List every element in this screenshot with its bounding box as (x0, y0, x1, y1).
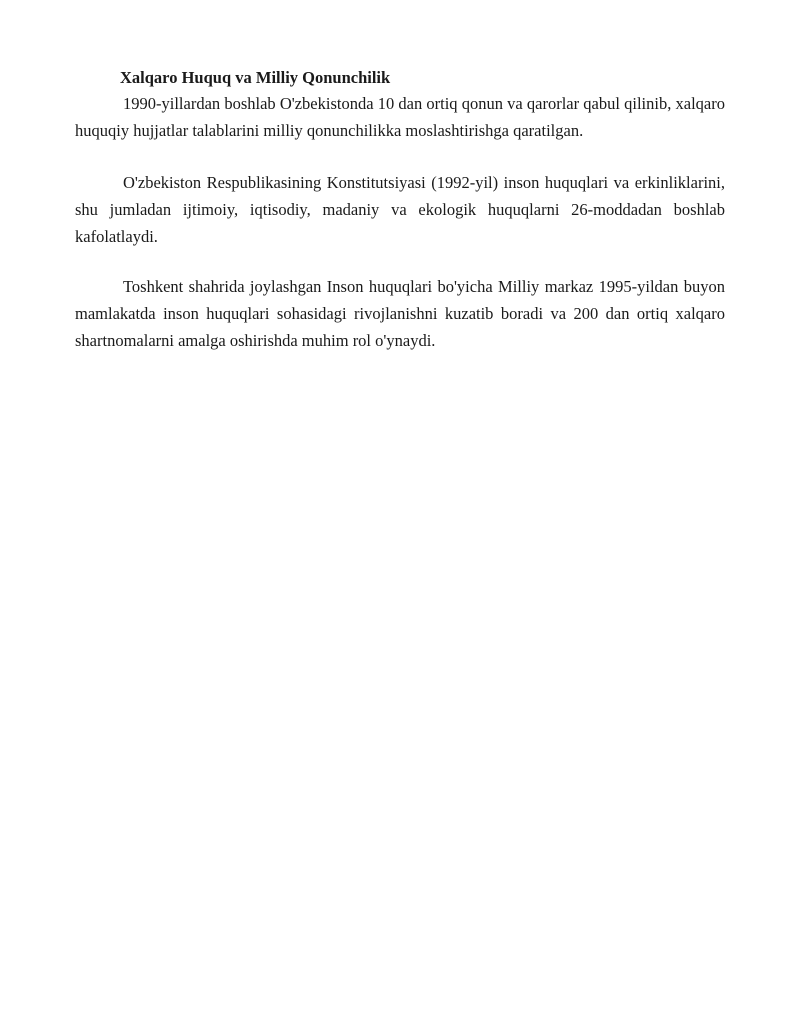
document-title: Xalqaro Huquq va Milliy Qonunchilik (120, 68, 391, 87)
paragraph-legislation: 1990-yillardan boshlab O'zbekistonda 10 dan ortiq qonun va qarorlar qabul qilinib, xalqaro huquqiy hujjatlar talablarini milliy qonunchilikka moslashtirishga qaratilgan. (75, 94, 725, 140)
paragraph-constitution: O'zbekiston Respublikasining Konstitutsiyasi (1992-yil) inson huquqlari va erkinliklarini, shu jumladan ijtimoiy, iqtisodiy, madaniy va ekologik huquqlarni 26-moddadan boshlab kafolatlaydi. (75, 173, 725, 246)
document-body (75, 66, 725, 354)
paragraph-national-center: Toshkent shahrida joylashgan Inson huquqlari bo'yicha Milliy markaz 1995-yildan buyon mamlakatda inson huquqlari sohasidagi rivojlanishni kuzatib boradi va 200 dan ortiq xalqaro shartnomalarni amalga oshirishda muhim rol o'ynaydi. (75, 277, 725, 350)
